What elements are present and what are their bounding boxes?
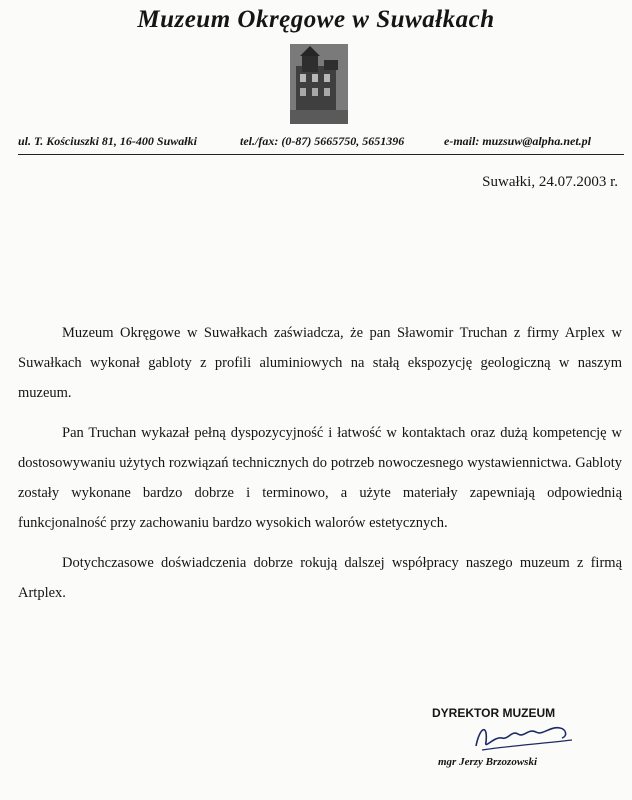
phone-fax-text: tel./fax: (0-87) 5665750, 5651396 bbox=[240, 134, 405, 148]
paragraph-3: Dotychczasowe doświadczenia dobrze rokują dalszej współpracy naszego muzeum z firmą Artplex. bbox=[18, 555, 622, 601]
address-text: ul. T. Kościuszki 81, 16-400 Suwałki bbox=[18, 134, 197, 148]
letter-body bbox=[18, 318, 622, 618]
letterhead-title: Muzeum Okręgowe w Suwałkach bbox=[137, 6, 495, 33]
signature-title: DYREKTOR MUZEUM bbox=[432, 706, 556, 720]
letterhead-contact-line bbox=[18, 134, 624, 155]
paragraph-2: Pan Truchan wykazał pełną dyspozycyjność i łatwość w kontaktach oraz dużą kompetencję w dostosowywaniu użytych rozwiązań technicznych do potrzeb nowoczesnego wystawiennictwa. Gabloty zostały wykonane bardzo dobrze i terminowo, a użyte materiały zapewniają odpowiednią funkcjonalność przy zachowaniu bardzo wysokich walorów estetycznych. bbox=[18, 425, 622, 531]
handwritten-signature-icon bbox=[468, 716, 578, 756]
paragraph-1: Muzeum Okręgowe w Suwałkach zaświadcza, że pan Sławomir Truchan z firmy Arplex w Suwałkach wykonał gabloty z profili aluminiowych na stałą ekspozycję geologiczną w naszym muzeum. bbox=[18, 325, 622, 401]
signature-block bbox=[428, 706, 598, 786]
museum-building-photo bbox=[290, 44, 348, 124]
signatory-name: mgr Jerzy Brzozowski bbox=[438, 756, 538, 768]
email-text: e-mail: muzsuw@alpha.net.pl bbox=[444, 134, 592, 148]
letter-date: Suwałki, 24.07.2003 r. bbox=[482, 174, 618, 190]
